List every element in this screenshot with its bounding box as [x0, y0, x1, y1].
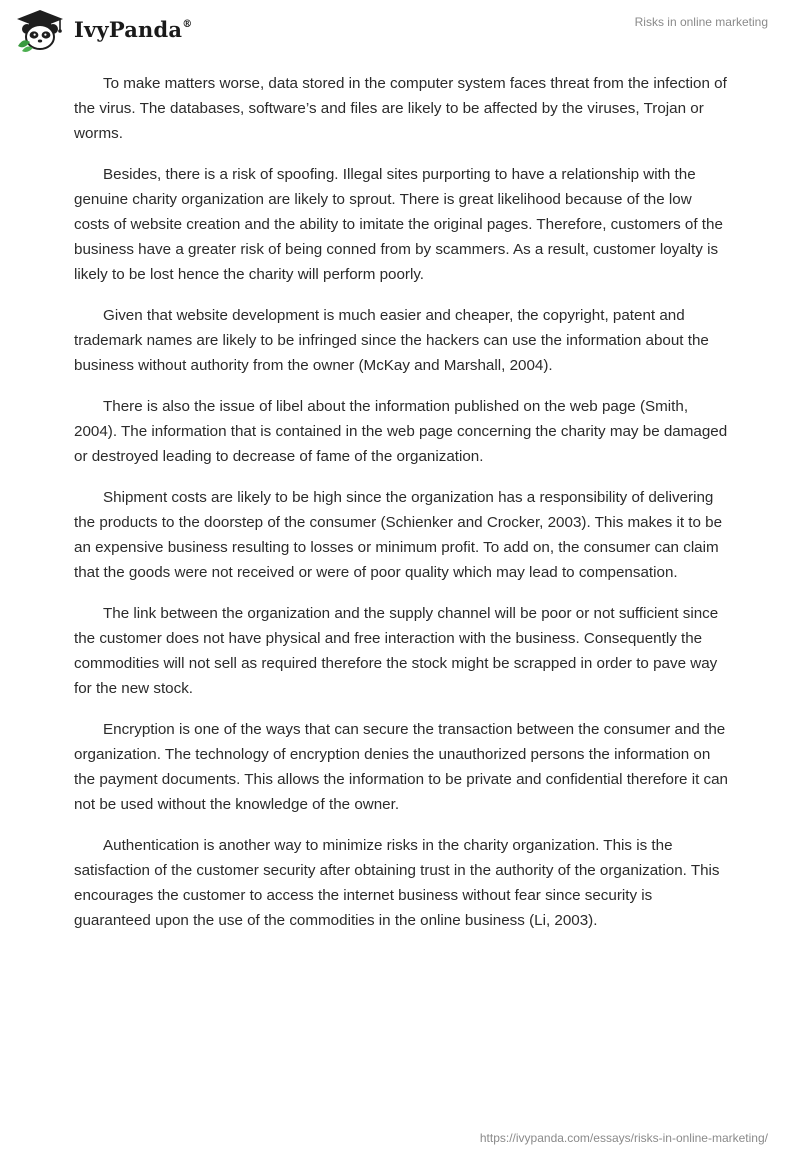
- source-url[interactable]: https://ivypanda.com/essays/risks-in-online-marketing/: [479, 1131, 768, 1145]
- paragraph: Encryption is one of the ways that can secure the transaction between the consumer and the organization. The technology of encryption denies the unauthorized persons the information on the payment documents. This allows the information to be private and confidential therefore it can not be used without the knowledge of the owner.: [74, 721, 728, 813]
- ivypanda-logo[interactable]: [14, 8, 192, 52]
- brand-name: IvyPanda®: [74, 16, 193, 42]
- paragraph: Given that website development is much easier and cheaper, the copyright, patent and trademark names are likely to be infringed since the hackers can use the information about the business without authority from the owner (McKay and Marshall, 2004).: [74, 307, 709, 374]
- paragraph: The link between the organization and the supply channel will be poor or not sufficient since the customer does not have physical and free interaction with the business. Consequently the commodities will not sell as required therefore the stock might be scrapped in order to pave way for the new stock.: [74, 605, 719, 697]
- paragraph: To make matters worse, data stored in the computer system faces threat from the infection of the virus. The databases, software’s and files are likely to be affected by the viruses, Trojan or worms.: [74, 75, 727, 142]
- document-title: Risks in online marketing: [634, 15, 768, 29]
- paragraph: There is also the issue of libel about the information published on the web page (Smith, 2004). The information that is contained in the web page concerning the charity may be damaged or destroyed leading to decrease of fame of the organization.: [74, 398, 728, 465]
- paragraph: Shipment costs are likely to be high since the organization has a responsibility of delivering the products to the doorstep of the consumer (Schienker and Crocker, 2003). This makes it to be an expensive business resulting to losses or minimum profit. To add on, the consumer can claim that the goods were not received or were of poor quality which may lead to compensation.: [74, 489, 723, 581]
- essay-body: [74, 71, 728, 949]
- paragraph: Authentication is another way to minimize risks in the charity organization. This is the satisfaction of the customer security after obtaining trust in the authority of the organization. This encourages the customer to access the internet business without fear since security is guaranteed upon the use of the commodities in the online business (Li, 2003).: [74, 837, 720, 929]
- panda-graduate-icon: [14, 8, 66, 52]
- page-header: [0, 0, 800, 60]
- paragraph: Besides, there is a risk of spoofing. Illegal sites purporting to have a relationship with the genuine charity organization are likely to sprout. There is great likelihood because of the low costs of website creation and the ability to imitate the original pages. Therefore, customers of the business have a greater risk of being conned from by scammers. As a result, customer loyalty is likely to be lost hence the charity will perform poorly.: [74, 166, 723, 283]
